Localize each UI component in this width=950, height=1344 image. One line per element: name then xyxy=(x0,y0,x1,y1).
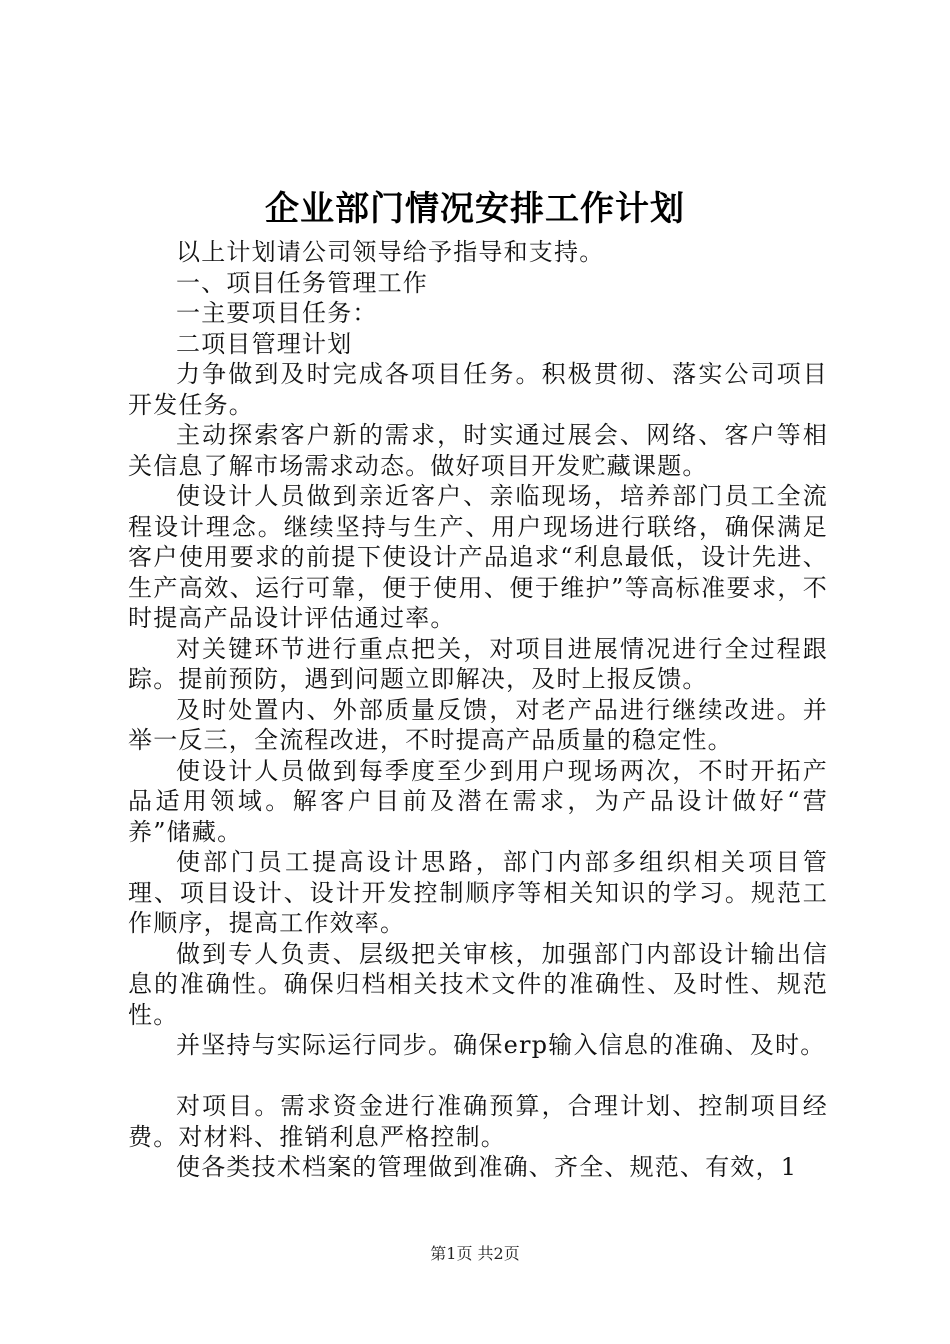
paragraph: 一主要项目任务： xyxy=(176,299,378,327)
paragraph: 及时处置内、外部质量反馈，对老产品进行继续改进。并举一反三，全流程改进，不时提高产品质量的稳定性。 xyxy=(128,695,828,754)
paragraph: 使设计人员做到亲近客户、亲临现场，培养部门员工全流程设计理念。继续坚持与生产、用户现场进行联络，确保满足客户使用要求的前提下使设计产品追求“利息最低，设计先进、生产高效、运行可靠，便于使用、便于维护”等高标准要求，不时提高产品设计评估通过率。 xyxy=(128,482,828,632)
paragraph: 力争做到及时完成各项目任务。积极贯彻、落实公司项目开发任务。 xyxy=(128,360,828,419)
blank-line xyxy=(128,1061,828,1092)
paragraph: 主动探索客户新的需求，时实通过展会、网络、客户等相关信息了解市场需求动态。做好项目开发贮藏课题。 xyxy=(128,421,828,480)
paragraph: 并坚持与实际运行同步。确保erp输入信息的准确、及时。 xyxy=(176,1031,826,1059)
paragraph: 使部门员工提高设计思路，部门内部多组织相关项目管理、项目设计、设计开发控制顺序等相关知识的学习。规范工作顺序，提高工作效率。 xyxy=(128,848,828,937)
document-body xyxy=(128,237,828,1183)
paragraph: 一、项目任务管理工作 xyxy=(176,268,428,297)
paragraph: 以上计划请公司领导给予指导和支持。 xyxy=(176,238,605,266)
paragraph: 使各类技术档案的管理做到准确、齐全、规范、有效，1 xyxy=(176,1153,798,1181)
page-footer: 第1页 共2页 xyxy=(430,1244,520,1263)
paragraph: 使设计人员做到每季度至少到用户现场两次，不时开拓产品适用领域。解客户目前及潜在需求，为产品设计做好“营养”储藏。 xyxy=(128,756,828,846)
paragraph: 二项目管理计划 xyxy=(176,329,353,358)
paragraph: 做到专人负责、层级把关审核，加强部门内部设计输出信息的准确性。确保归档相关技术文件的准确性、及时性、规范性。 xyxy=(128,939,828,1029)
document-title: 企业部门情况安排工作计划 xyxy=(265,189,685,229)
paragraph: 对项目。需求资金进行准确预算，合理计划、控制项目经费。对材料、推销利息严格控制。 xyxy=(128,1092,828,1151)
paragraph: 对关键环节进行重点把关，对项目进展情况进行全过程跟踪。提前预防，遇到问题立即解决，及时上报反馈。 xyxy=(128,634,828,693)
